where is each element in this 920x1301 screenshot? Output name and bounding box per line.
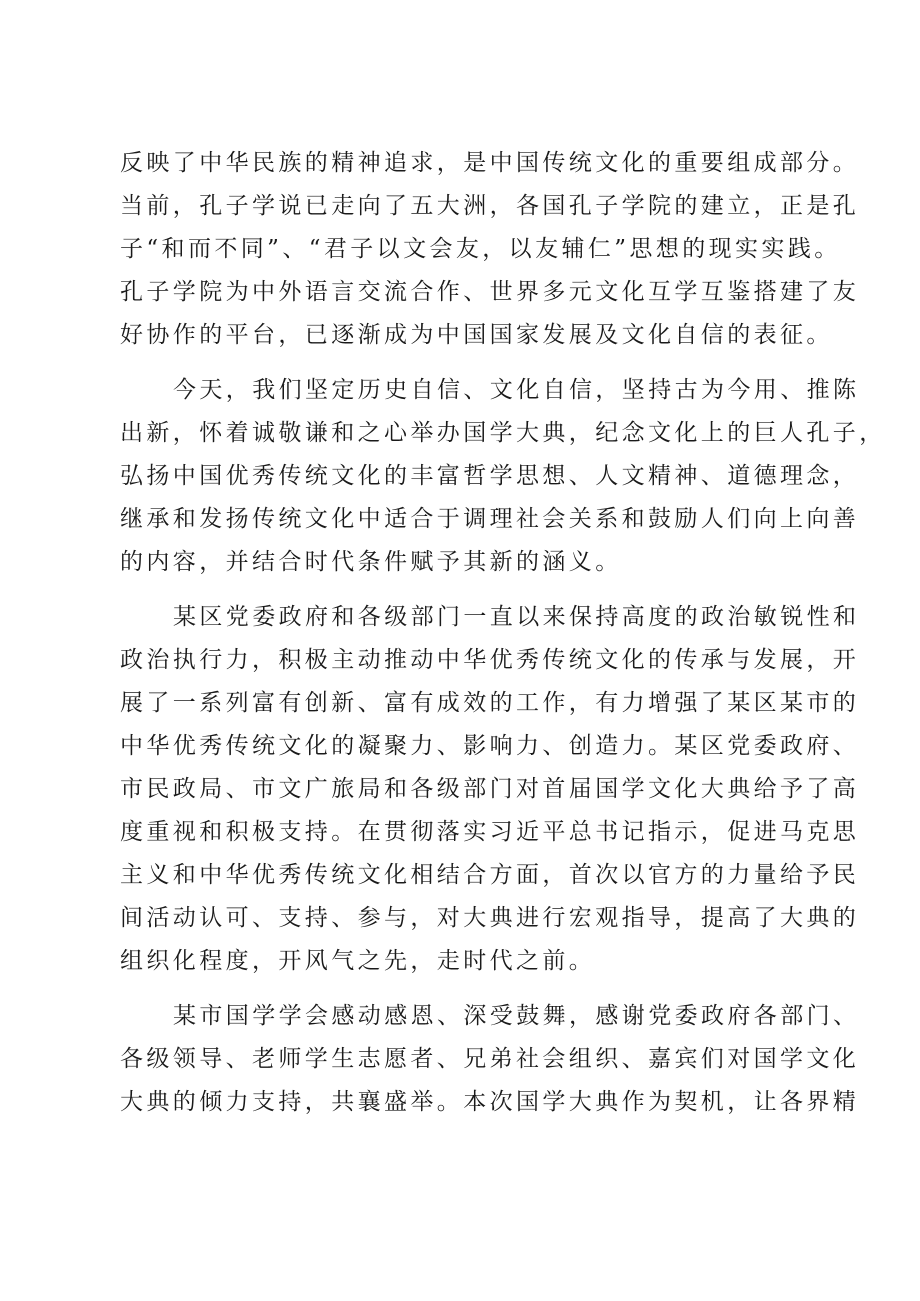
paragraph-first-line: 某区党委政府和各级部门一直以来保持高度的政治敏锐性和 <box>173 604 860 630</box>
text-line: 度重视和积极支持。在贯彻落实习近平总书记指示，促进马克思 <box>120 819 860 845</box>
text-line: 子“和而不同”、“君子以文会友，以友辅仁”思想的现实实践。 <box>120 236 841 262</box>
paragraph-first-line: 今天，我们坚定历史自信、文化自信，坚持古为今用、推陈 <box>173 377 860 403</box>
text-line: 好协作的平台，已逐渐成为中国国家发展及文化自信的表征。 <box>120 322 833 348</box>
text-line: 继承和发扬传统文化中适合于调理社会关系和鼓励人们向上向善 <box>120 506 860 532</box>
text-line: 孔子学院为中外语言交流合作、世界多元文化互学互鉴搭建了友 <box>120 279 860 305</box>
text-line: 大典的倾力支持，共襄盛举。本次国学大典作为契机，让各界精 <box>120 1089 860 1115</box>
text-line: 主义和中华优秀传统文化相结合方面，首次以官方的力量给予民 <box>120 862 860 888</box>
text-line: 间活动认可、支持、参与，对大典进行宏观指导，提高了大典的 <box>120 905 860 931</box>
text-line: 各级领导、老师学生志愿者、兄弟社会组织、嘉宾们对国学文化 <box>120 1046 860 1072</box>
text-line: 中华优秀传统文化的凝聚力、影响力、创造力。某区党委政府、 <box>120 733 860 759</box>
text-line: 政治执行力，积极主动推动中华优秀传统文化的传承与发展，开 <box>120 647 860 673</box>
text-line: 反映了中华民族的精神追求，是中国传统文化的重要组成部分。 <box>120 150 860 176</box>
paragraph-first-line: 某市国学学会感动感恩、深受鼓舞，感谢党委政府各部门、 <box>173 1003 860 1029</box>
text-line: 展了一系列富有创新、富有成效的工作，有力增强了某区某市的 <box>120 690 860 716</box>
text-line: 组织化程度，开风气之先，走时代之前。 <box>120 948 596 974</box>
text-line: 的内容，并结合时代条件赋予其新的涵义。 <box>120 549 622 575</box>
text-line: 出新，怀着诚敬谦和之心举办国学大典，纪念文化上的巨人孔子， <box>120 420 886 446</box>
text-line: 市民政局、市文广旅局和各级部门对首届国学文化大典给予了高 <box>120 776 860 802</box>
text-line: 当前，孔子学说已走向了五大洲，各国孔子学院的建立，正是孔 <box>120 193 860 219</box>
text-line: 弘扬中国优秀传统文化的丰富哲学思想、人文精神、道德理念， <box>120 463 860 489</box>
